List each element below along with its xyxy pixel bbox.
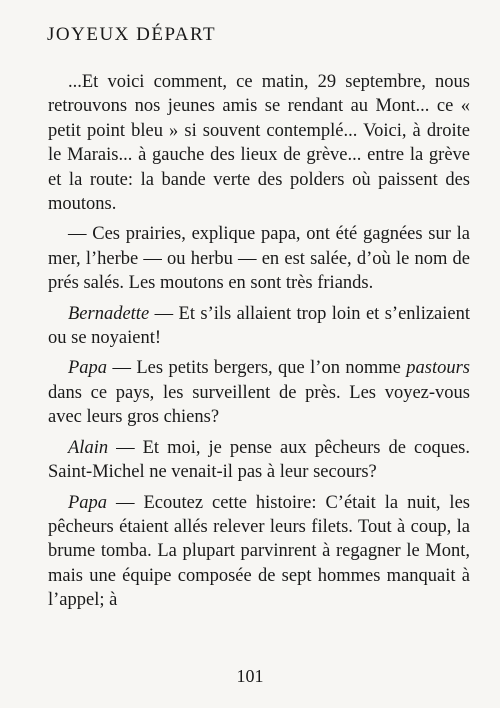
paragraph-text: — Ecoutez cette histoire: C’était la nuit, les pêcheurs étaient allés relever leurs filets. Tout à coup, la brume tomba. La plupart parvinrent à regagner le Mont, mais une équipe composée de sept hommes manquait à l’appel; à: [48, 492, 470, 611]
speaker-name: Papa: [68, 492, 108, 513]
italic-term: pastours: [406, 358, 470, 379]
running-title: JOYEUX DÉPART: [47, 24, 217, 45]
speaker-name: Alain: [68, 437, 109, 458]
paragraph-4: [48, 356, 470, 429]
paragraph-text: — Ces prairies, explique papa, ont été gagnées sur la mer, l’herbe — ou herbu — en est salée, d’où le nom de prés salés. Les moutons en sont très friands.: [48, 224, 470, 294]
speaker-name: Bernadette: [68, 303, 150, 324]
paragraph-text: — Et s’ils allaient trop loin et s’enlizaient ou se noyaient!: [48, 303, 470, 349]
paragraph-text: dans ce pays, les surveillent de près. Les voyez-vous avec leurs gros chiens?: [48, 382, 470, 428]
paragraph-2: [48, 222, 470, 295]
paragraph-text: ...Et voici comment, ce matin, 29 septembre, nous retrouvons nos jeunes amis se rendant au Mont... ce « petit point bleu » si souvent contemplé... Voici, à droite le Marais... à gauche des lieux de grève... entre la grève et la route: la bande verte des polders où paissent des moutons.: [48, 72, 470, 215]
page-body: [48, 70, 470, 619]
paragraph-6: [48, 491, 470, 613]
page-number: 101: [236, 666, 264, 686]
paragraph-3: [48, 302, 470, 351]
paragraph-text: — Et moi, je pense aux pêcheurs de coques. Saint-Michel ne venait-il pas à leur secours?: [48, 437, 470, 483]
paragraph-1: [48, 70, 470, 216]
paragraph-text: — Les petits bergers, que l’on nomme: [107, 358, 407, 379]
paragraph-5: [48, 436, 470, 485]
speaker-name: Papa: [68, 358, 108, 379]
